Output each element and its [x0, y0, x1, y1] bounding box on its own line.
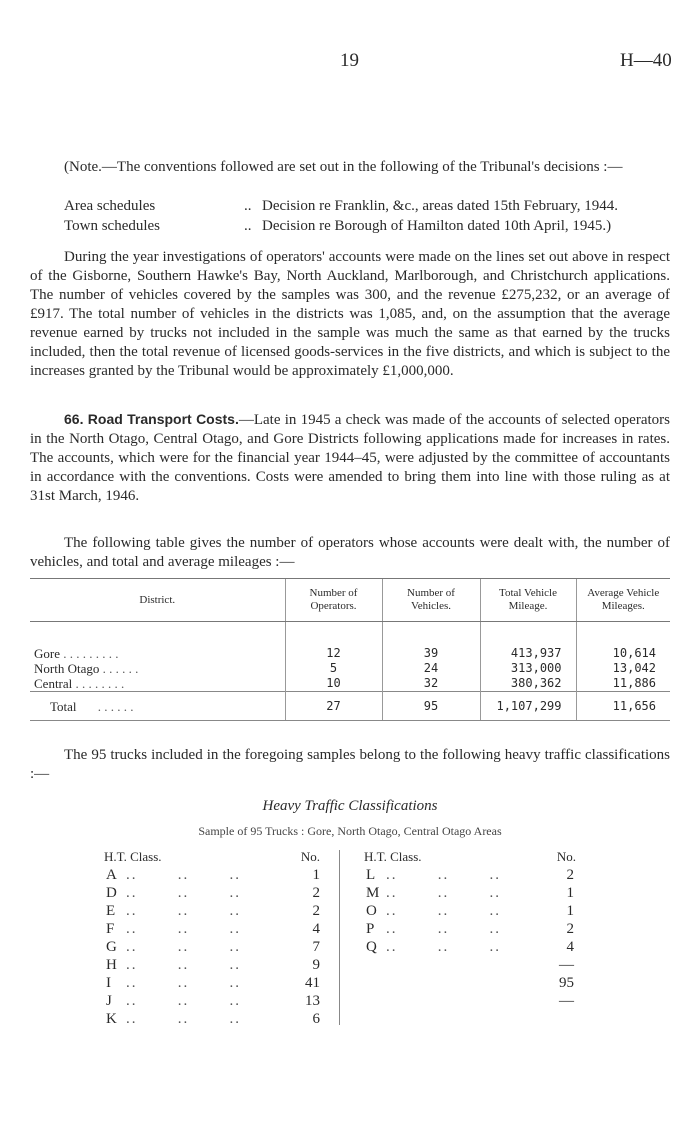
- note-schedules: [64, 196, 674, 240]
- note-intro: (Note.—The conventions followed are set out in the following of the Tribunal's decisions :—: [64, 159, 623, 175]
- class-letter: E: [106, 903, 116, 919]
- leader-dots: .. .. ..: [126, 867, 241, 883]
- schedule-label: Area schedules: [64, 198, 156, 214]
- district-name: Gore: [34, 646, 60, 661]
- district-table: [30, 578, 670, 721]
- table-total-row: [30, 692, 670, 721]
- total-dash-row: [364, 956, 604, 974]
- class-letter: A: [106, 867, 117, 883]
- leader-dots: . . . . . .: [97, 698, 134, 714]
- table-header-row: [30, 579, 670, 622]
- class-count: 9: [312, 957, 320, 973]
- column-header-row: [364, 848, 604, 866]
- classification-row: [104, 992, 344, 1010]
- class-letter: D: [106, 885, 117, 901]
- class-letter: K: [106, 1011, 117, 1027]
- classifications-right-column: [364, 848, 604, 1010]
- average-mileage-cell: 11,886: [576, 676, 670, 692]
- classification-row: [104, 866, 344, 884]
- leader-dots: .. .. ..: [126, 921, 241, 937]
- total-mileage-cell: 1,107,299: [480, 692, 576, 721]
- total-label: Total: [50, 698, 77, 714]
- leader-dots: .. .. ..: [386, 921, 501, 937]
- leader-dots: . . . . . .: [102, 661, 139, 676]
- section-heading: 66. Road Transport Costs.: [64, 411, 239, 427]
- leader-dots: . . . . . . . . .: [63, 646, 119, 661]
- classification-row: [104, 1010, 344, 1028]
- operators-cell: 27: [285, 692, 382, 721]
- schedule-decision: Decision re Borough of Hamilton dated 10th April, 1945.): [262, 218, 612, 234]
- class-count: 13: [305, 993, 320, 1009]
- paragraph-text: The 95 trucks included in the foregoing samples belong to the following heavy traffic classifications :—: [30, 747, 670, 782]
- total-dash: —: [559, 993, 574, 1009]
- leader-dots: .. .. ..: [126, 885, 241, 901]
- classification-row: [364, 920, 604, 938]
- schedule-dots: ..: [244, 198, 252, 214]
- paragraph-classifications-intro: [30, 746, 670, 784]
- class-count: 4: [312, 921, 320, 937]
- average-mileage-cell: 13,042: [576, 661, 670, 676]
- schedule-label: Town schedules: [64, 218, 161, 234]
- class-count: 2: [566, 921, 574, 937]
- column-header: Number of Operators.: [285, 579, 382, 622]
- operators-cell: 5: [285, 661, 382, 676]
- paragraph-text: The following table gives the number of operators whose accounts were dealt with, the number of vehicles, and total and average mileages :—: [30, 535, 670, 570]
- class-count: 1: [566, 903, 574, 919]
- class-header: H.T. Class.: [104, 849, 162, 864]
- leader-dots: .. .. ..: [386, 867, 501, 883]
- column-header-row: [104, 848, 344, 866]
- district-name: North Otago: [34, 661, 100, 676]
- classification-row: [104, 884, 344, 902]
- classifications-subtitle: Sample of 95 Trucks : Gore, North Otago, Central Otago Areas: [198, 824, 502, 838]
- classification-row: [104, 956, 344, 974]
- document-code: H—40: [620, 50, 672, 71]
- leader-dots: .. .. ..: [386, 939, 501, 955]
- class-count: 2: [312, 885, 320, 901]
- classifications-left-column: [104, 848, 344, 1028]
- section-body: —Late in 1945 a check was made of the accounts of selected operators in the North Otago, Central Otago, and Gore Districts following applications made for increases in rates. The accounts, which were for the financial year 1944–45, were adjusted by the committee of accountants in accordance with the conventions. Costs were amended to bring them into line with those ruling as at 31st March, 1946.: [30, 412, 670, 504]
- classification-row: [364, 884, 604, 902]
- classification-row: [104, 974, 344, 992]
- leader-dots: .. .. ..: [126, 993, 241, 1009]
- vehicles-cell: 32: [382, 676, 480, 692]
- total-dash: —: [559, 957, 574, 973]
- class-letter: H: [106, 957, 117, 973]
- total-value: 95: [559, 975, 574, 991]
- section-66: [30, 410, 670, 506]
- class-letter: L: [366, 867, 376, 883]
- class-count: 2: [566, 867, 574, 883]
- column-header: Number of Vehicles.: [382, 579, 480, 622]
- classifications-title: Heavy Traffic Classifications: [262, 798, 438, 814]
- operators-cell: 10: [285, 676, 382, 692]
- classification-row: [104, 920, 344, 938]
- class-count: 4: [566, 939, 574, 955]
- paragraph-revenue: [30, 248, 670, 381]
- classification-row: [104, 902, 344, 920]
- class-count: 1: [312, 867, 320, 883]
- class-count: 6: [312, 1011, 320, 1027]
- number-header: No.: [300, 849, 320, 864]
- schedule-row: [64, 216, 674, 236]
- total-mileage-cell: 380,362: [480, 676, 576, 692]
- average-mileage-cell: 10,614: [576, 646, 670, 661]
- leader-dots: . . . . . . . .: [75, 676, 125, 691]
- classification-row: [364, 902, 604, 920]
- column-divider: [339, 850, 340, 1025]
- class-letter: Q: [366, 939, 377, 955]
- leader-dots: .. .. ..: [126, 903, 241, 919]
- paragraph-text: During the year investigations of operators' accounts were made on the lines set out above in respect of the Gisborne, Southern Hawke's Bay, North Auckland, Marlborough, and Christchurch applications. The number of vehicles covered by the samples was 300, and the revenue £275,232, or an average of £917. The total number of vehicles in the districts was 1,085, and, on the assumption that the average revenue earned by trucks not included in the sample was much the same as that earned by the trucks included, then the total revenue of licensed goods-services in the five districts, and which is subject to the increases granted by the Tribunal would be approximately £1,000,000.: [30, 249, 670, 379]
- district-name: Central: [34, 676, 73, 691]
- total-mileage-cell: 313,000: [480, 661, 576, 676]
- operators-cell: 12: [285, 646, 382, 661]
- class-letter: P: [366, 921, 375, 937]
- paragraph-table-intro: [30, 534, 670, 572]
- table-row: [30, 676, 670, 692]
- class-letter: M: [366, 885, 380, 901]
- vehicles-cell: 39: [382, 646, 480, 661]
- class-header: H.T. Class.: [364, 849, 422, 864]
- column-header: District.: [30, 579, 285, 622]
- table-row: [30, 646, 670, 661]
- column-header: Average Vehicle Mileages.: [576, 579, 670, 622]
- class-letter: F: [106, 921, 115, 937]
- leader-dots: .. .. ..: [126, 939, 241, 955]
- table-spacer: [30, 622, 670, 647]
- class-letter: I: [106, 975, 111, 991]
- schedule-dots: ..: [244, 218, 252, 234]
- vehicles-cell: 95: [382, 692, 480, 721]
- classification-row: [104, 938, 344, 956]
- column-header: Total Vehicle Mileage.: [480, 579, 576, 622]
- class-count: 2: [312, 903, 320, 919]
- class-letter: J: [106, 993, 112, 1009]
- leader-dots: .. .. ..: [386, 885, 501, 901]
- schedule-decision: Decision re Franklin, &c., areas dated 15th February, 1944.: [262, 198, 619, 214]
- total-mileage-cell: 413,937: [480, 646, 576, 661]
- page-number: 19: [340, 50, 359, 71]
- classification-row: [364, 866, 604, 884]
- average-mileage-cell: 11,656: [576, 692, 670, 721]
- classification-row: [364, 938, 604, 956]
- note-block: [30, 158, 670, 177]
- schedule-row: [64, 196, 674, 216]
- total-dash-row: [364, 992, 604, 1010]
- class-count: 1: [566, 885, 574, 901]
- leader-dots: .. .. ..: [126, 957, 241, 973]
- vehicles-cell: 24: [382, 661, 480, 676]
- total-row: [364, 974, 604, 992]
- leader-dots: .. .. ..: [386, 903, 501, 919]
- class-letter: G: [106, 939, 117, 955]
- table-row: [30, 661, 670, 676]
- number-header: No.: [556, 849, 576, 864]
- leader-dots: .. .. ..: [126, 975, 241, 991]
- class-count: 41: [305, 975, 320, 991]
- class-count: 7: [312, 939, 320, 955]
- class-letter: O: [366, 903, 377, 919]
- leader-dots: .. .. ..: [126, 1011, 241, 1027]
